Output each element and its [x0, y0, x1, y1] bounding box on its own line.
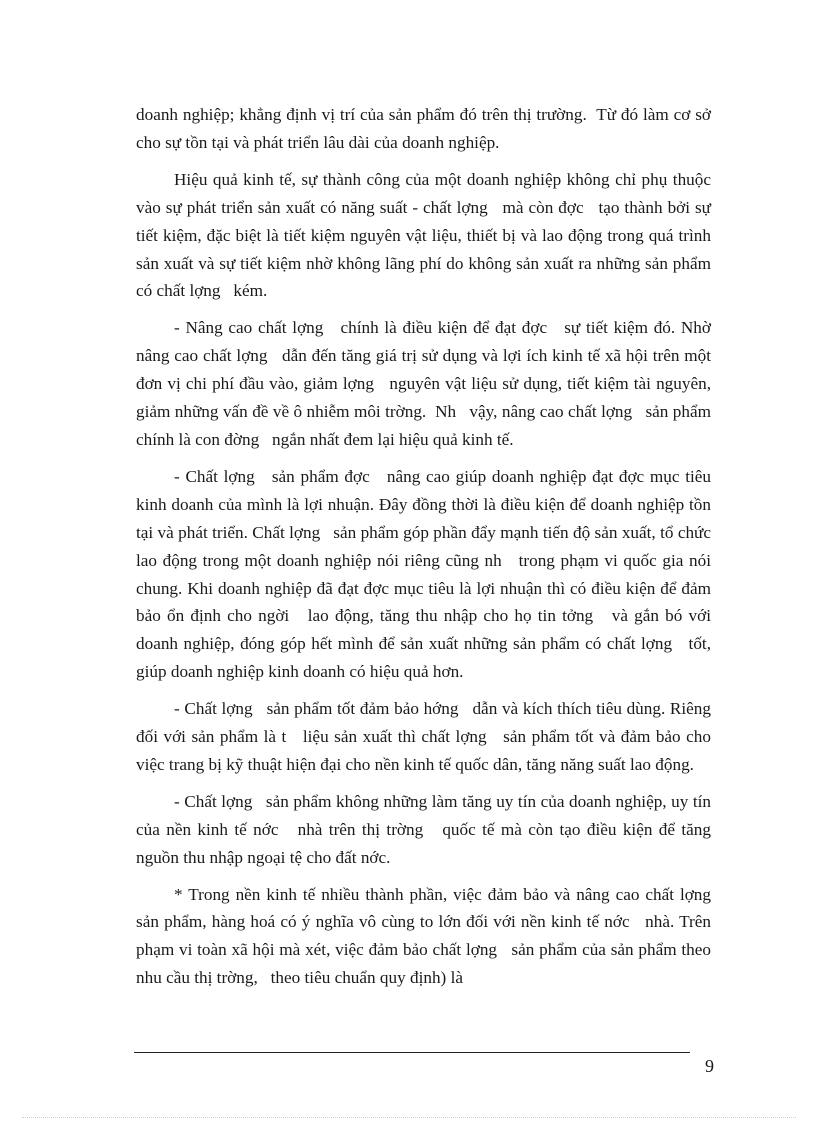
- paragraph-2: Hiệu quả kinh tế, sự thành công của một doanh nghiệp không chỉ phụ thuộc vào sự phát triển sản xuất có năng suất - chất lợng mà còn đợc tạo thành bởi sự tiết kiệm, đặc biệt là tiết kiệm nguyên vật liệu, thiết bị và lao động trong quá trình sản xuất và sự tiết kiệm nhờ không lãng phí do không sản xuất ra những sản phẩm có chất lợng kém.: [136, 169, 716, 301]
- footer-rule: [134, 1052, 690, 1053]
- paragraph-4: - Chất lợng sản phẩm đợc nâng cao giúp doanh nghiệp đạt đợc mục tiêu kinh doanh của mình là lợi nhuận. Đây đồng thời là điều kiện để doanh nghiệp tồn tại và phát triển. Chất lợng sản phẩm góp phần đẩy mạnh tiến độ sản xuất, tổ chức lao động trong một doanh nghiệp nói riêng cũng nh trong phạm vi quốc gia nói chung. Khi doanh nghiệp đã đạt đợc mục tiêu là lợi nhuận thì có điều kiện để đảm bảo ổn định cho ngời lao động, tăng thu nhập cho họ tin tởng và gắn bó với doanh nghiệp, đóng góp hết mình để sản xuất những sản phẩm có chất lợng tốt, giúp doanh nghiệp kinh doanh có hiệu quả hơn.: [136, 466, 716, 682]
- paragraph-3: - Nâng cao chất lợng chính là điều kiện để đạt đợc sự tiết kiệm đó. Nhờ nâng cao chất lợng dẫn đến tăng giá trị sử dụng và lợi ích kinh tế xã hội trên một đơn vị chi phí đầu vào, giảm lợng nguyên vật liệu sử dụng, tiết kiệm tài nguyên, giảm những vấn đề về ô nhiễm môi trờng. Nh vậy, nâng cao chất lợng sản phẩm chính là con đờng ngắn nhất đem lại hiệu quả kinh tế.: [136, 318, 716, 449]
- bottom-dotted-border: [22, 1117, 796, 1118]
- body-text: [136, 101, 724, 1001]
- paragraph-6: - Chất lợng sản phẩm không những làm tăng uy tín của doanh nghiệp, uy tín của nền kinh tế nớc nhà trên thị trờng quốc tế mà còn tạo điều kiện để tăng nguồn thu nhập ngoại tệ cho đất nớc.: [136, 791, 716, 867]
- page-number: 9: [705, 1056, 714, 1076]
- paragraph-5: - Chất lợng sản phẩm tốt đảm bảo hớng dẫn và kích thích tiêu dùng. Riêng đối với sản phẩm là t liệu sản xuất thì chất lợng sản phẩm tốt và đảm bảo cho việc trang bị kỹ thuật hiện đại cho nền kinh tế quốc dân, tăng năng suất lao động.: [136, 699, 716, 774]
- paragraph-7: * Trong nền kinh tế nhiều thành phần, việc đảm bảo và nâng cao chất lợng sản phẩm, hàng hoá có ý nghĩa vô cùng to lớn đối với nền kinh tế nớc nhà. Trên phạm vi toàn xã hội mà xét, việc đảm bảo chất lợng sản phẩm của sản phẩm theo nhu cầu thị trờng, theo tiêu chuẩn quy định) là: [136, 884, 724, 988]
- paragraph-1: doanh nghiệp; khẳng định vị trí của sản phẩm đó trên thị trường. Từ đó làm cơ sở cho sự tồn tại và phát triển lâu dài của doanh nghiệp.: [136, 105, 716, 152]
